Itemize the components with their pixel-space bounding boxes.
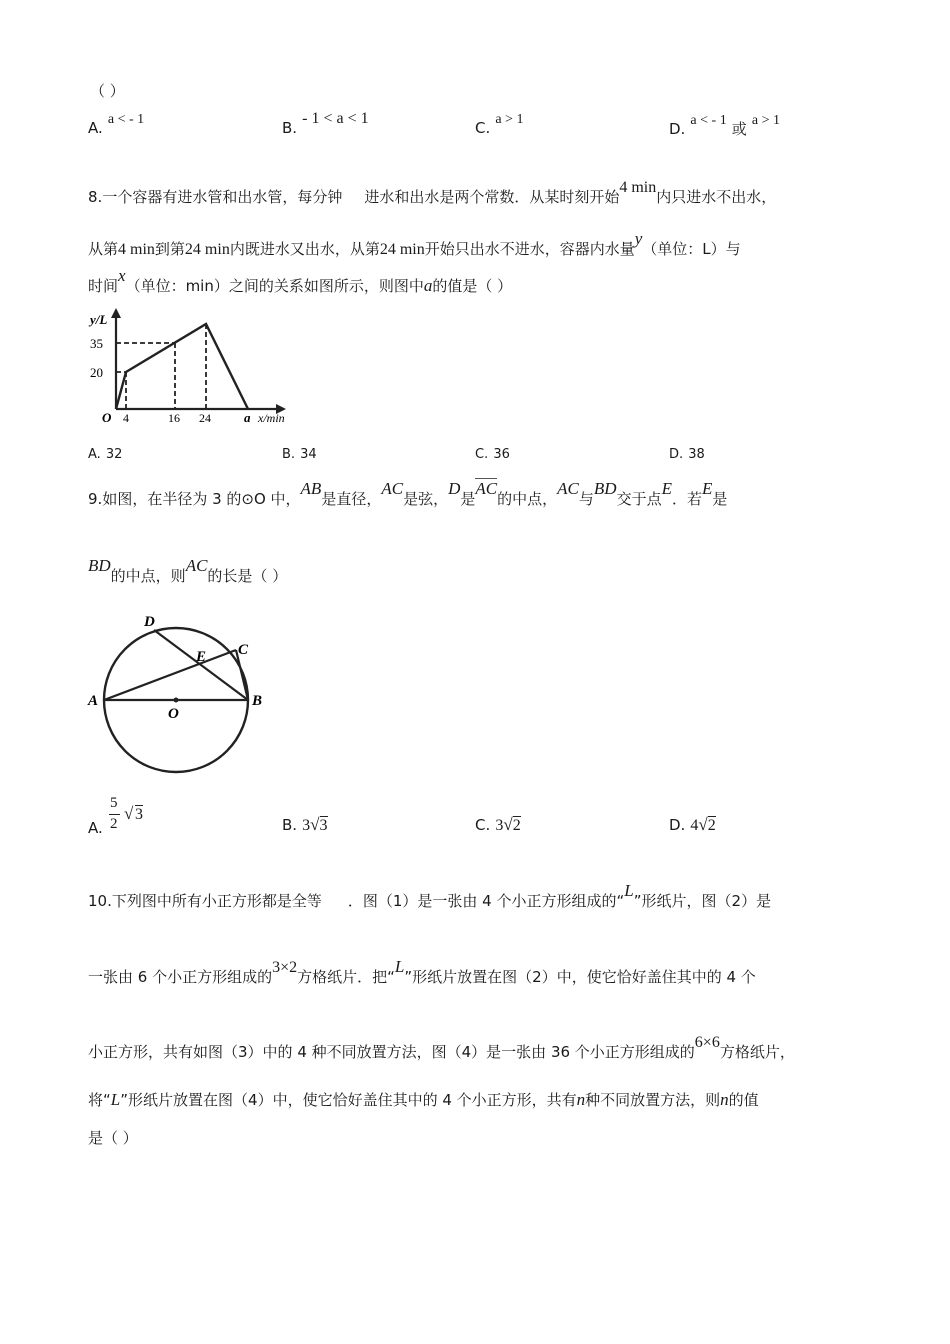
text: 一个容器有进水管和出水管，每分钟 (102, 188, 343, 206)
math-var: L (110, 1090, 121, 1109)
radicand: 3 (135, 806, 143, 823)
label-d: D (144, 614, 155, 630)
option-label: D. (669, 120, 686, 138)
q8-option-c[interactable] (475, 443, 510, 462)
q7-option-c[interactable] (475, 112, 524, 138)
sqrt-icon: √ (124, 804, 134, 823)
text: ．图（1）是一张由 4 个小正方形组成的“ (347, 892, 625, 910)
text: 一张由 6 个小正方形组成的 (88, 968, 273, 986)
option-label: B. (282, 447, 296, 462)
radicand: 2 (512, 817, 521, 834)
option-joiner: 或 (731, 120, 747, 138)
text: 与 (578, 490, 594, 508)
option-label: D. (669, 447, 684, 462)
fraction-denominator: 2 (110, 816, 118, 832)
center-dot (174, 698, 179, 703)
option-expr: - 1 < a < 1 (302, 110, 369, 127)
text: 方格纸片， (719, 1043, 795, 1061)
label-b: B (252, 693, 263, 709)
math-var: n (576, 1090, 586, 1109)
option-value: 32 (105, 447, 123, 462)
text: 的值是（ ） (432, 277, 513, 295)
option-expr: a > 1 (495, 112, 524, 127)
text: 的值 (728, 1091, 759, 1109)
q8-option-b[interactable] (282, 443, 317, 462)
option-value: 36 (493, 447, 510, 462)
option-label: A. (88, 447, 101, 462)
y-tick-35: 35 (90, 336, 103, 351)
option-expr-2: a > 1 (751, 113, 781, 128)
math-var: AB (300, 479, 322, 498)
y-axis-arrow (111, 308, 121, 318)
math-var: AC (185, 556, 208, 575)
math-var: D (448, 479, 461, 498)
option-label: A. (88, 119, 103, 137)
label-c: C (238, 642, 249, 658)
sqrt-icon: √ (503, 815, 513, 834)
q10-line-1 (88, 881, 772, 911)
math-var: AC (381, 479, 404, 498)
math-expr: 6×6 (694, 1034, 720, 1051)
option-label: B. (282, 119, 298, 137)
q7-option-b[interactable] (282, 110, 369, 138)
math-expr: 4 min (118, 241, 155, 258)
math-var: n (720, 1090, 729, 1109)
sqrt-icon: √ (698, 815, 708, 834)
text: 是弦， (403, 490, 449, 508)
text: 方格纸片．把“ (297, 968, 395, 986)
q8-option-a[interactable] (88, 443, 122, 462)
q9-line-2 (88, 556, 288, 586)
text: 内既进水又出水，从第 (229, 240, 380, 258)
y-axis-label: y/L (90, 312, 108, 327)
math-var: y (634, 229, 643, 248)
q8-option-d[interactable] (669, 443, 705, 462)
q7-option-d[interactable] (669, 113, 781, 139)
label-o: O (168, 706, 179, 722)
math-var: E (661, 479, 672, 498)
text: 时间 (88, 277, 119, 295)
q10-line-4 (88, 1089, 759, 1110)
text: 到第 (154, 240, 185, 258)
q10-line-5: 是（ ） (88, 1129, 138, 1147)
option-label: C. (475, 119, 491, 137)
text: 如图，在半径为 3 的⊙O 中， (102, 490, 301, 508)
text: 下列图中所有小正方形都是全等 (111, 892, 322, 910)
text: 将“ (88, 1091, 111, 1109)
math-expr: 24 min (379, 241, 425, 258)
label-a: A (88, 693, 99, 709)
graph-line (116, 324, 248, 409)
text: 的长是（ ） (207, 567, 288, 585)
math-var: AC (557, 479, 579, 498)
math-var: E (701, 479, 713, 498)
text: （单位：L）与 (642, 240, 741, 258)
coefficient: 4 (690, 817, 699, 834)
text: ．若 (671, 490, 702, 508)
option-label: D. (669, 816, 686, 834)
question-number: 9. (88, 490, 103, 508)
option-label: C. (475, 447, 489, 462)
q10-line-3 (88, 1034, 795, 1062)
text: 小正方形，共有如图（3）中的 4 种不同放置方法，图（4）是一张由 36 个小正方形组成的 (88, 1043, 695, 1061)
q8-line-1 (88, 179, 777, 207)
text: ”形纸片，图（2）是 (633, 892, 772, 910)
q9-option-d[interactable] (669, 815, 716, 835)
text: 是 (460, 490, 476, 508)
radicand: 3 (319, 817, 328, 834)
option-label: C. (475, 816, 491, 834)
math-var: a (423, 276, 433, 295)
q9-line-1 (88, 479, 728, 509)
q8-line-3 (88, 266, 513, 296)
math-expr: 4 min (619, 179, 657, 196)
math-expr: 3×2 (272, 959, 298, 976)
option-label: A. (88, 819, 103, 837)
text: 内只进水不出水， (656, 188, 777, 206)
question-number: 8. (88, 188, 103, 206)
math-var: BD (88, 556, 111, 575)
option-expr: a < - 1 (690, 113, 727, 128)
math-var: L (624, 881, 634, 900)
math-var: BD (593, 479, 617, 498)
x-tick-4: 4 (123, 411, 129, 425)
chord-bd (154, 630, 248, 700)
math-var: x (118, 266, 126, 285)
y-tick-20: 20 (90, 365, 103, 380)
q8-line-2 (88, 229, 741, 259)
text: 交于点 (616, 490, 662, 508)
option-label: B. (282, 816, 298, 834)
text: 从第 (88, 240, 119, 258)
math-expr: 24 min (184, 241, 230, 258)
fraction-bar (109, 814, 120, 815)
text: 开始只出水不进水，容器内水量 (424, 240, 635, 258)
x-axis-label: x/min (258, 411, 285, 425)
math-arc: AC (475, 479, 498, 498)
q7-paren: （ ） (90, 82, 125, 100)
x-tick-16: 16 (168, 411, 180, 425)
text: ”形纸片放置在图（4）中，使它恰好盖住其中的 4 个小正方形，共有 (120, 1091, 577, 1109)
coefficient: 3 (495, 817, 504, 834)
text: 进水和出水是两个常数．从某时刻开始 (364, 188, 620, 206)
option-expr: a < - 1 (107, 112, 145, 127)
label-e: E (196, 649, 207, 665)
x-tick-a: a (244, 410, 251, 425)
q10-line-2 (88, 957, 756, 987)
text: 的中点， (497, 490, 558, 508)
text: 是 (712, 490, 728, 508)
q9-circle-figure (84, 604, 274, 779)
option-value: 34 (300, 447, 317, 462)
text: （单位：min）之间的关系如图所示，则图中 (125, 277, 424, 295)
question-number: 10. (88, 892, 112, 910)
math-var: L (394, 957, 405, 976)
text: 的中点，则 (110, 567, 186, 585)
radicand: 2 (707, 817, 716, 834)
fraction-numerator: 5 (110, 795, 118, 811)
sqrt-icon: √ (310, 815, 320, 834)
q9-option-b[interactable] (282, 815, 328, 835)
q8-graph (86, 306, 306, 430)
text: 种不同放置方法，则 (585, 1091, 721, 1109)
q9-option-c[interactable] (475, 815, 521, 835)
q7-option-a[interactable] (88, 112, 145, 138)
origin-label: O (102, 410, 112, 425)
text: 是直径， (321, 490, 382, 508)
x-tick-24: 24 (199, 411, 211, 425)
coefficient: 3 (302, 817, 311, 834)
text: ”形纸片放置在图（2）中，使它恰好盖住其中的 4 个 (404, 968, 756, 986)
option-value: 38 (688, 447, 705, 462)
